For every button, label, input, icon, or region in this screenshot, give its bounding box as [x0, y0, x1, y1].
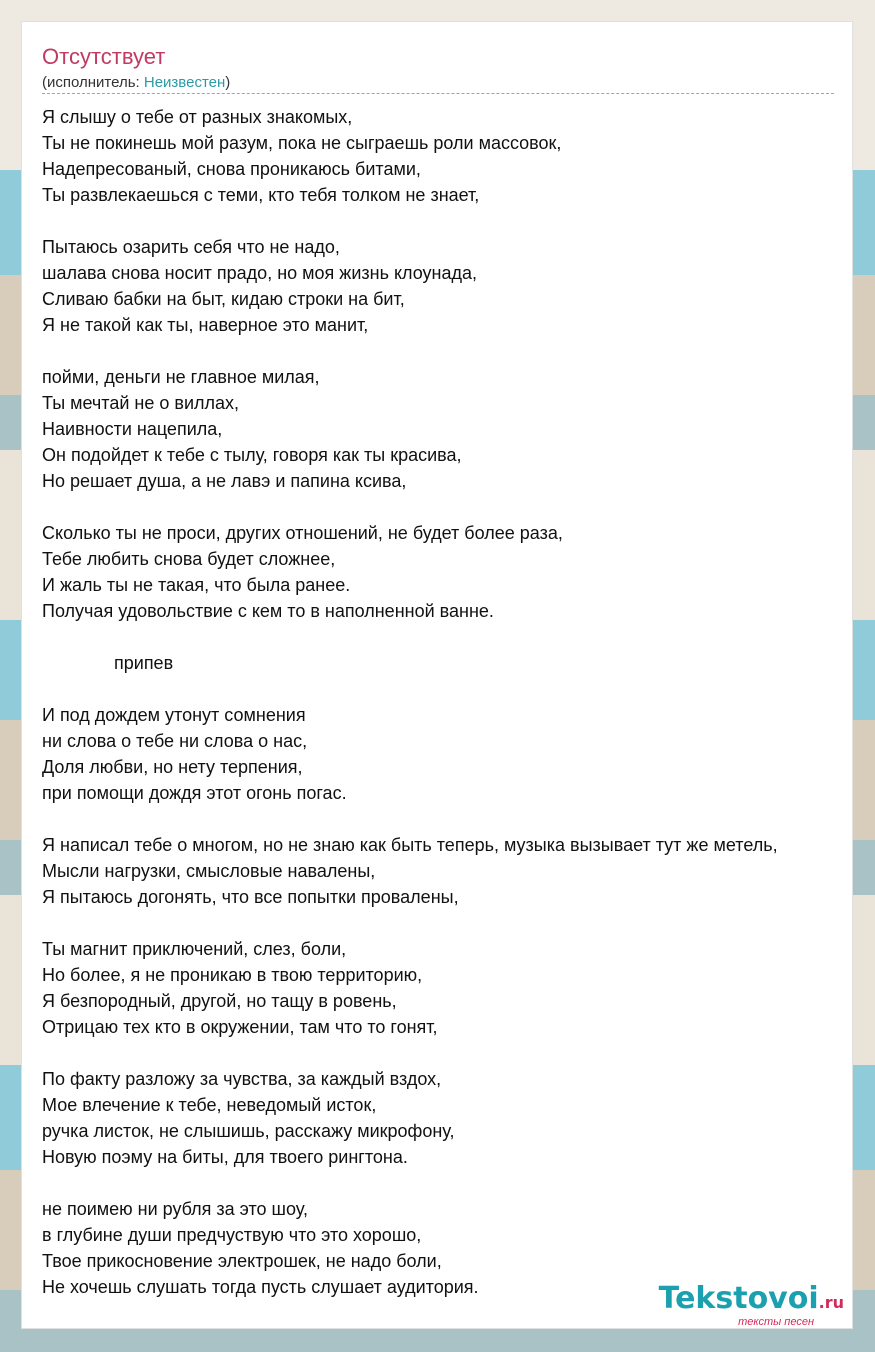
stanza-break — [42, 1040, 875, 1066]
lyric-line: Доля любви, но нету терпения, — [42, 757, 303, 777]
lyric-line: не поимею ни рубля за это шоу, — [42, 1199, 308, 1219]
lyric-line: Я слышу о тебе от разных знакомых, — [42, 107, 353, 127]
lyric-line: Наивности нацепила, — [42, 419, 223, 439]
lyric-line: Но решает душа, а не лавэ и папина ксива, — [42, 471, 407, 491]
lyrics-page — [22, 22, 852, 1328]
artist-suffix: ) — [225, 74, 231, 91]
lyric-line: Ты не покинешь мой разум, пока не сыграешь роли массовок, — [42, 133, 562, 153]
lyric-line: пойми, деньги не главное милая, — [42, 367, 320, 387]
lyric-line: Сливаю бабки на быт, кидаю строки на бит, — [42, 289, 405, 309]
lyric-line: Пытаюсь озарить себя что не надо, — [42, 237, 340, 257]
lyric-line: Я написал тебе о многом, но не знаю как быть теперь, музыка вызывает тут же метель, — [42, 835, 778, 855]
stanza-break — [42, 624, 875, 650]
lyric-line: Я безпородный, другой, но тащу в ровень, — [42, 991, 397, 1011]
lyrics-text — [42, 104, 875, 1300]
stanza-break — [42, 494, 875, 520]
lyric-line: Ты мечтай не о виллах, — [42, 393, 240, 413]
lyric-line: Надепресованый, снова проникаюсь битами, — [42, 159, 421, 179]
song-title: Отсутствует — [42, 44, 166, 69]
stanza-break — [42, 1170, 875, 1196]
stanza-break — [42, 676, 875, 702]
artist-line — [42, 74, 230, 91]
lyric-line: Мысли нагрузки, смысловые навалены, — [42, 861, 376, 881]
lyric-line: Сколько ты не проси, других отношений, не будет более раза, — [42, 523, 563, 543]
logo-wordmark — [658, 1281, 844, 1318]
lyric-line: Твое прикосновение электрошек, не надо боли, — [42, 1251, 442, 1271]
lyric-line: ручка листок, не слышишь, расскажу микрофону, — [42, 1121, 455, 1141]
lyric-line: Ты развлекаешься с теми, кто тебя толком не знает, — [42, 185, 480, 205]
stanza-break — [42, 806, 875, 832]
logo-tagline: тексты песен — [738, 1316, 814, 1328]
logo-name: Tekstovoi — [658, 1281, 819, 1316]
title-divider — [42, 93, 834, 94]
lyric-line: Мое влечение к тебе, неведомый исток, — [42, 1095, 377, 1115]
stanza-break — [42, 910, 875, 936]
artist-link[interactable]: Неизвестен — [143, 74, 226, 91]
lyric-line: Отрицаю тех кто в окружении, там что то гонят, — [42, 1017, 438, 1037]
lyric-line: И жаль ты не такая, что была ранее. — [42, 575, 351, 595]
lyric-line: Я пытаюсь догонять, что все попытки провалены, — [42, 887, 459, 907]
lyric-line: шалава снова носит прадо, но моя жизнь клоунада, — [42, 263, 478, 283]
lyric-line: при помощи дождя этот огонь погас. — [42, 783, 347, 803]
stanza-break — [42, 208, 875, 234]
lyric-line: Он подойдет к тебе с тылу, говоря как ты красива, — [42, 445, 462, 465]
lyric-line: припев — [114, 653, 174, 673]
lyric-line: И под дождем утонут сомнения — [42, 705, 306, 725]
lyric-line: Не хочешь слушать тогда пусть слушает аудитория. — [42, 1277, 479, 1297]
lyric-line: в глубине души предчуствую что это хорошо, — [42, 1225, 422, 1245]
site-logo[interactable] — [658, 1281, 844, 1328]
lyric-line: По факту разложу за чувства, за каждый вздох, — [42, 1069, 442, 1089]
lyric-line: Но более, я не проникаю в твою территорию, — [42, 965, 423, 985]
lyric-line: Новую поэму на биты, для твоего рингтона. — [42, 1147, 408, 1167]
lyric-line: Получая удовольствие с кем то в наполненной ванне. — [42, 601, 494, 621]
lyric-line: Я не такой как ты, наверное это манит, — [42, 315, 369, 335]
stanza-break — [42, 338, 875, 364]
artist-prefix: (исполнитель: — [42, 74, 144, 91]
lyric-line: Тебе любить снова будет сложнее, — [42, 549, 336, 569]
lyric-line: ни слова о тебе ни слова о нас, — [42, 731, 308, 751]
lyric-line: Ты магнит приключений, слез, боли, — [42, 939, 347, 959]
logo-tld: .ru — [818, 1293, 844, 1312]
